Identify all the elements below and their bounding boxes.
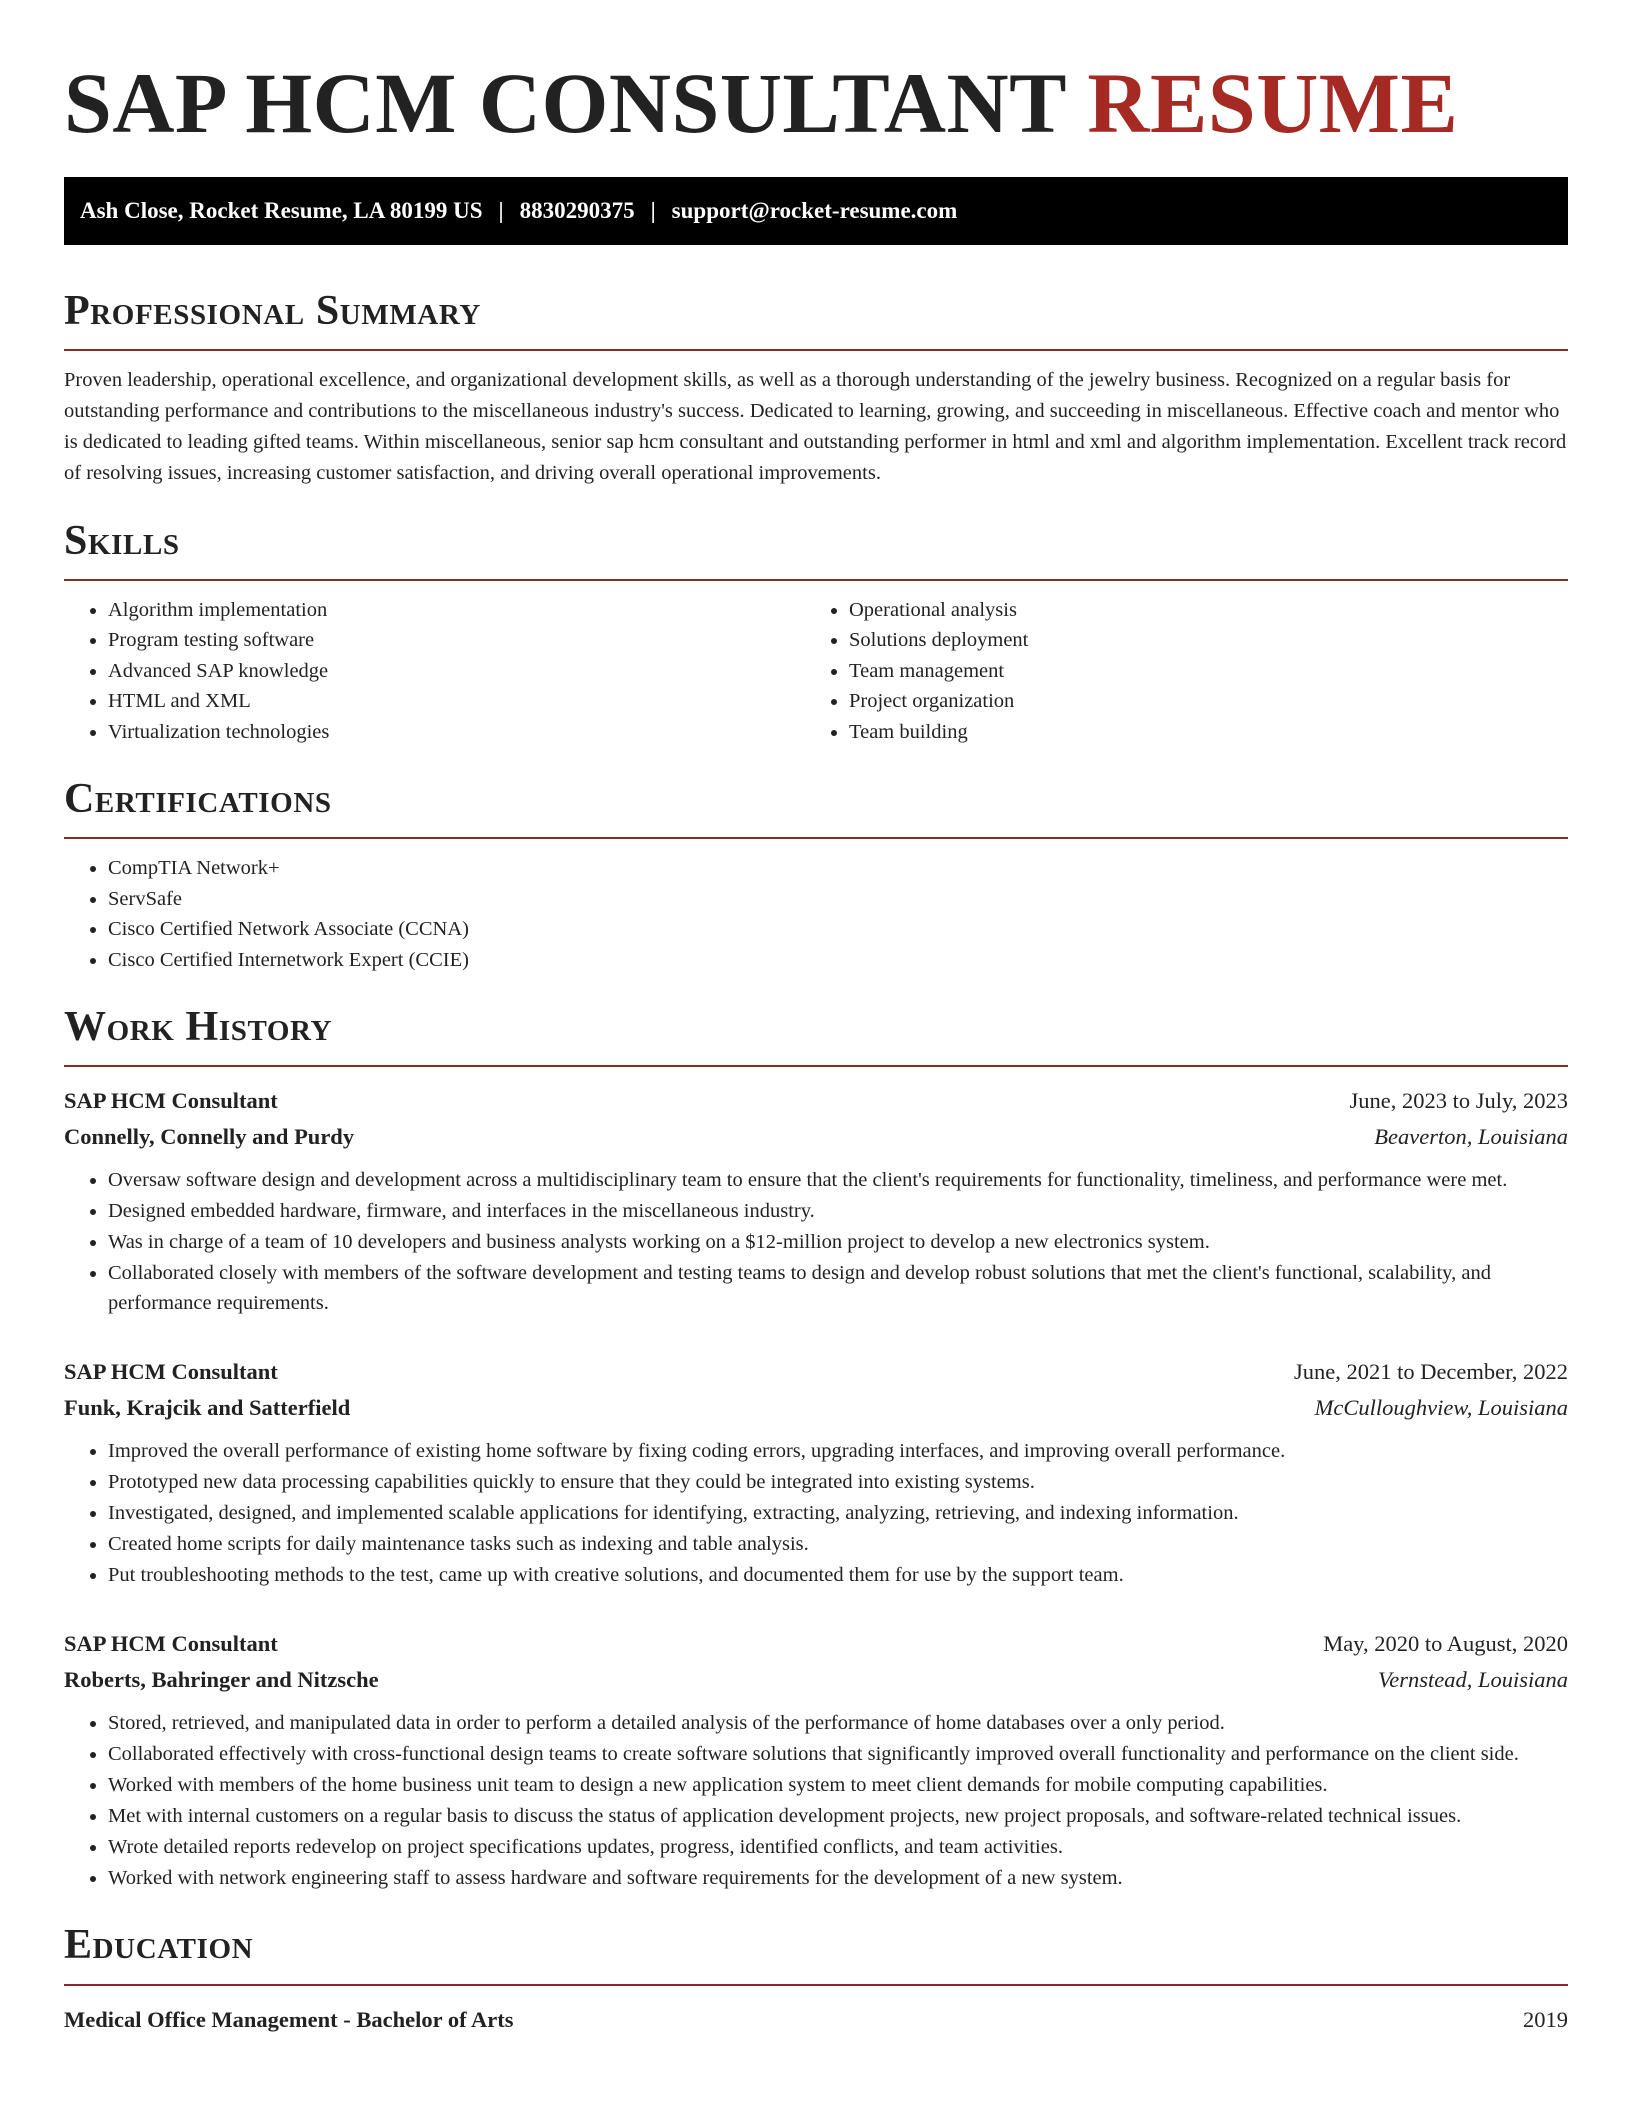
skill-item: • Virtualization technologies — [108, 717, 804, 748]
job-header-row — [64, 1626, 1568, 1662]
section-divider — [64, 349, 1568, 351]
skills-grid — [64, 595, 1568, 748]
job-company-row — [64, 1390, 1568, 1426]
certifications-section — [64, 777, 1568, 975]
education-heading: Education — [64, 1922, 254, 1969]
skill-item: • HTML and XML — [108, 686, 804, 717]
job-header-row — [64, 1083, 1568, 1119]
job-company-row — [64, 1119, 1568, 1155]
skill-item: • Program testing software — [108, 625, 804, 656]
job-company: Funk, Krajcik and Satterfield — [64, 1395, 351, 1421]
job-dates: June, 2023 to July, 2023 — [1349, 1088, 1568, 1114]
job-bullet: • Worked with members of the home business unit team to design a new application system to meet client demands for mobile computing capabilities. — [108, 1770, 1568, 1800]
job-bullet: • Collaborated closely with members of the software development and testing teams to design and develop robust solutions that met the client's functional, scalability, and performance requirements. — [108, 1258, 1568, 1318]
skill-item: • Project organization — [849, 686, 1568, 717]
job-location: McCulloughview, Louisiana — [1314, 1395, 1568, 1421]
section-divider — [64, 579, 1568, 581]
job-entry — [64, 1626, 1568, 1893]
job-bullet: • Improved the overall performance of existing home software by fixing coding errors, upgrading interfaces, and improving overall performance. — [108, 1436, 1568, 1466]
skill-item: • Team management — [849, 656, 1568, 687]
job-bullet: • Wrote detailed reports redevelop on project specifications updates, progress, identified conflicts, and team activities. — [108, 1832, 1568, 1862]
section-divider — [64, 1065, 1568, 1067]
section-divider — [64, 1984, 1568, 1986]
contact-separator: | — [650, 197, 656, 223]
title-accent: RESUME — [1087, 55, 1459, 151]
education-section — [64, 1923, 1568, 2037]
certification-item: • Cisco Certified Internetwork Expert (CCIE) — [108, 945, 1568, 976]
education-degree: Medical Office Management - Bachelor of Arts — [64, 2006, 514, 2032]
skill-item: • Solutions deployment — [849, 625, 1568, 656]
work-history-heading: Work History — [64, 1004, 333, 1051]
page-title — [64, 56, 1568, 151]
job-bullet: • Met with internal customers on a regular basis to discuss the status of application development projects, new project proposals, and software-related technical issues. — [108, 1801, 1568, 1831]
job-bullets — [64, 1436, 1568, 1590]
job-location: Vernstead, Louisiana — [1377, 1667, 1568, 1693]
job-bullet: • Collaborated effectively with cross-functional design teams to create software solutions that significantly improved overall functionality and performance on the client side. — [108, 1739, 1568, 1769]
job-header-row — [64, 1354, 1568, 1390]
skill-item: • Advanced SAP knowledge — [108, 656, 804, 687]
job-dates: June, 2021 to December, 2022 — [1293, 1359, 1568, 1385]
title-main: SAP HCM CONSULTANT — [64, 55, 1066, 151]
job-entry — [64, 1354, 1568, 1590]
job-bullet: • Investigated, designed, and implemented scalable applications for identifying, extracting, analyzing, retrieving, and indexing information. — [108, 1498, 1568, 1528]
job-bullet: • Designed embedded hardware, firmware, and interfaces in the miscellaneous industry. — [108, 1196, 1568, 1226]
job-bullet: • Put troubleshooting methods to the test, came up with creative solutions, and documented them for use by the support team. — [108, 1560, 1568, 1590]
job-dates: May, 2020 to August, 2020 — [1323, 1631, 1568, 1657]
job-bullet: • Prototyped new data processing capabilities quickly to ensure that they could be integrated into existing systems. — [108, 1467, 1568, 1497]
job-location: Beaverton, Louisiana — [1374, 1124, 1568, 1150]
job-bullet: • Created home scripts for daily maintenance tasks such as indexing and table analysis. — [108, 1529, 1568, 1559]
education-row — [64, 2002, 1568, 2038]
job-company: Connelly, Connelly and Purdy — [64, 1124, 355, 1150]
job-title: SAP HCM Consultant — [64, 1631, 278, 1657]
contact-phone: 8830290375 — [519, 197, 635, 223]
education-year: 2019 — [1523, 2006, 1568, 2032]
skill-item: • Team building — [849, 717, 1568, 748]
skills-list-right — [804, 595, 1568, 748]
skills-list-left — [64, 595, 804, 748]
job-bullets — [64, 1165, 1568, 1318]
job-bullet: • Oversaw software design and development across a multidisciplinary team to ensure that the client's requirements for functionality, timeliness, and performance were met. — [108, 1165, 1568, 1195]
job-bullet: • Was in charge of a team of 10 developers and business analysts working on a $12-million project to develop a new electronics system. — [108, 1227, 1568, 1257]
job-entry — [64, 1083, 1568, 1318]
job-title: SAP HCM Consultant — [64, 1088, 278, 1114]
contact-address: Ash Close, Rocket Resume, LA 80199 US — [80, 197, 483, 223]
skills-heading: Skills — [64, 517, 180, 564]
contact-separator: | — [498, 197, 504, 223]
job-company: Roberts, Bahringer and Nitzsche — [64, 1667, 379, 1693]
summary-text: Proven leadership, operational excellence, and organizational development skills, as well as a thorough understanding of the jewelry business. Recognized on a regular basis for outstanding performance and contributions to the miscellaneous industry's success. Dedicated to learning, growing, and succeeding in miscellaneous. Effective coach and mentor who is dedicated to leading gifted teams. Within miscellaneous, senior sap hcm consultant and outstanding performer in html and xml and algorithm implementation. Excellent track record of resolving issues, increasing customer satisfaction, and driving overall operational improvements. — [64, 368, 1567, 484]
summary-heading: Professional Summary — [64, 287, 481, 334]
skills-section — [64, 519, 1568, 748]
certification-item: • ServSafe — [108, 884, 1568, 915]
section-divider — [64, 837, 1568, 839]
job-company-row — [64, 1662, 1568, 1698]
job-bullet: • Worked with network engineering staff to assess hardware and software requirements for the development of a new system. — [108, 1863, 1568, 1893]
job-title: SAP HCM Consultant — [64, 1359, 278, 1385]
certification-item: • CompTIA Network+ — [108, 853, 1568, 884]
job-bullets — [64, 1708, 1568, 1893]
skill-item: • Algorithm implementation — [108, 595, 804, 626]
certifications-heading: Certifications — [64, 776, 332, 823]
certification-item: • Cisco Certified Network Associate (CCNA) — [108, 914, 1568, 945]
certifications-list — [64, 853, 1568, 975]
summary-section — [64, 289, 1568, 489]
job-bullet: • Stored, retrieved, and manipulated data in order to perform a detailed analysis of the performance of home databases over a only period. — [108, 1708, 1568, 1738]
contact-bar — [64, 177, 1568, 245]
skill-item: • Operational analysis — [849, 595, 1568, 626]
work-history-section — [64, 1005, 1568, 1893]
contact-email: support@rocket-resume.com — [671, 197, 958, 223]
